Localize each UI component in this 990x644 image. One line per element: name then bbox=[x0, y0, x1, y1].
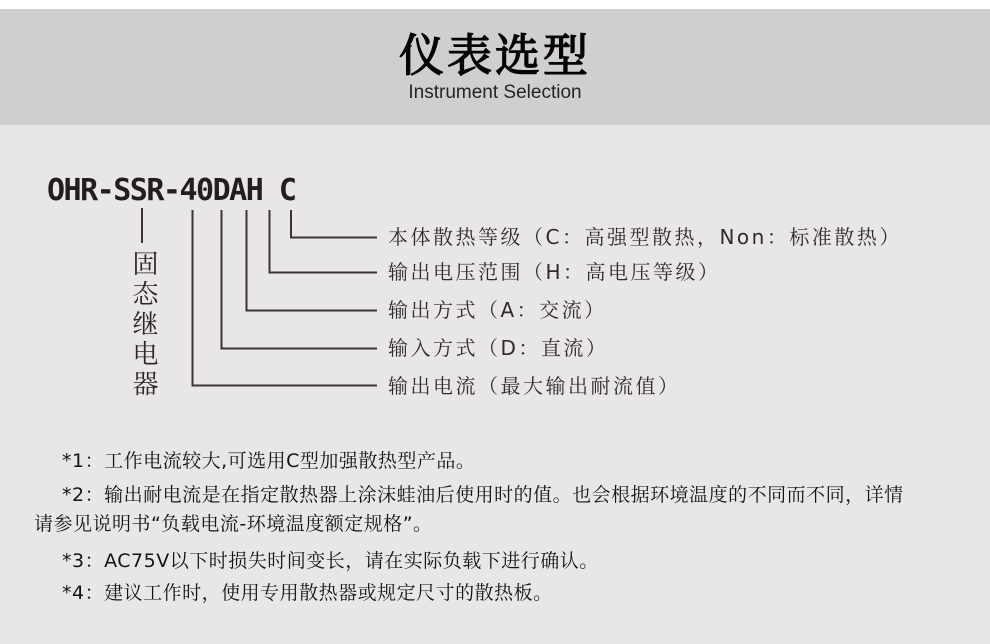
page-title: 仪表选型 bbox=[398, 28, 591, 82]
footnote-1: *1：工作电流较大,可选用C型加强散热型产品。 bbox=[62, 450, 476, 472]
breakdown-label-output-current: 输出电流（最大输出耐流值） bbox=[388, 374, 681, 398]
product-name-vertical: 固态继电器 bbox=[128, 250, 158, 400]
footnote-2-line-1: *2：输出耐电流是在指定散热器上涂沫蛙油后使用时的值。也会根据环境温度的不同而不同，详情 bbox=[62, 484, 904, 506]
connector-input-mode bbox=[222, 210, 378, 349]
footnote-3: *3：AC75V以下时损失时间变长，请在实际负载下进行确认。 bbox=[62, 550, 599, 572]
top-white-strip bbox=[0, 0, 990, 9]
connector-heat-grade bbox=[291, 210, 377, 238]
page-subtitle: Instrument Selection bbox=[408, 81, 582, 103]
breakdown-label-output-voltage-range: 输出电压范围（H：高电压等级） bbox=[388, 260, 721, 284]
connector-output-current bbox=[193, 210, 378, 386]
model-code: OHR-SSR-40DAH C bbox=[47, 173, 296, 208]
connector-output-voltage bbox=[270, 210, 378, 273]
footnote-2-line-2: 请参见说明书“负载电流-环境温度额定规格”。 bbox=[34, 513, 433, 535]
page-header bbox=[0, 9, 990, 125]
connector-output-mode bbox=[247, 210, 378, 311]
breakdown-label-heat-dissipation-grade: 本体散热等级（C：高强型散热，Non：标准散热） bbox=[388, 225, 902, 249]
breakdown-label-output-mode: 输出方式（A：交流） bbox=[388, 298, 607, 322]
footnote-4: *4：建议工作时，使用专用散热器或规定尺寸的散热板。 bbox=[62, 582, 553, 604]
breakdown-label-input-mode: 输入方式（D：直流） bbox=[388, 336, 609, 360]
